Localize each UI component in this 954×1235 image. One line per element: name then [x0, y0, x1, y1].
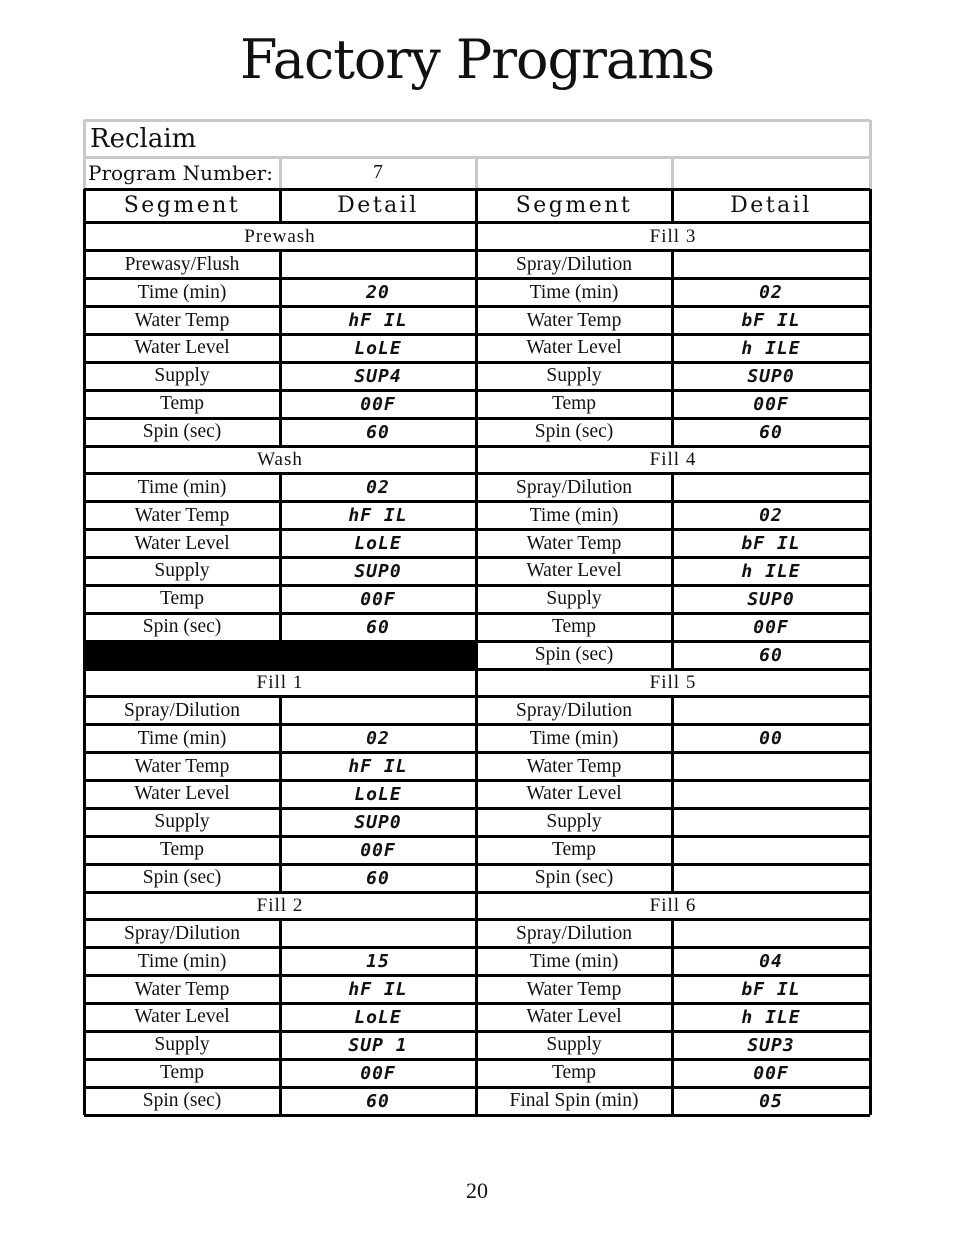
grid-line — [671, 725, 674, 753]
detail-value: hF IL — [348, 310, 408, 332]
grid-line — [869, 120, 872, 189]
grid-line — [279, 613, 282, 641]
segment-label: Water Level — [526, 783, 622, 805]
segment-label: Water Temp — [526, 755, 622, 777]
detail-value: hF IL — [348, 505, 408, 527]
segment-header: Segment — [515, 193, 633, 218]
grid-line — [279, 1031, 282, 1059]
detail-value: SUP0 — [747, 588, 795, 610]
segment-label: Water Temp — [526, 532, 622, 554]
grid-line — [671, 613, 674, 641]
detail-value: hF IL — [348, 979, 408, 1001]
segment-label: Spray/Dilution — [516, 699, 632, 721]
grid-line — [279, 725, 282, 753]
segment-label: Time (min) — [137, 281, 227, 303]
detail-value: 02 — [759, 282, 783, 304]
segment-label: Spray/Dilution — [516, 922, 632, 944]
grid-line — [671, 1059, 674, 1087]
grid-line — [279, 1087, 282, 1115]
segment-label: Time (min) — [529, 504, 619, 526]
detail-value — [280, 697, 476, 725]
program-number-value: 7 — [373, 162, 383, 183]
detail-value: hF IL — [348, 756, 408, 778]
grid-line — [671, 157, 674, 189]
detail-value: LoLE — [354, 783, 402, 805]
grid-line — [671, 189, 674, 222]
detail-header: Detail — [730, 193, 812, 218]
detail-value: bF IL — [741, 533, 801, 555]
section-title: Fill 5 — [649, 671, 697, 693]
segment-label: Water Level — [526, 1006, 622, 1028]
grid-line — [279, 157, 282, 189]
detail-value: 60 — [366, 421, 390, 443]
grid-line — [279, 307, 282, 335]
section-title: Prewash — [244, 225, 316, 247]
segment-label: Spin (sec) — [142, 616, 222, 638]
detail-value — [672, 697, 870, 725]
grid-line — [671, 697, 674, 725]
section-title: Wash — [257, 448, 303, 470]
grid-line — [671, 836, 674, 864]
grid-line — [279, 530, 282, 558]
grid-line — [671, 781, 674, 809]
grid-line — [475, 157, 478, 189]
segment-label: Final Spin (min) — [509, 1090, 639, 1112]
segment-label: Spin (sec) — [534, 867, 614, 889]
grid-line — [671, 307, 674, 335]
detail-value: 60 — [759, 644, 783, 666]
grid-line — [671, 251, 674, 279]
segment-label: Water Temp — [134, 755, 230, 777]
detail-value: SUP4 — [354, 365, 402, 387]
detail-value: 20 — [366, 282, 390, 304]
detail-value: SUP3 — [747, 1034, 795, 1056]
grid-line — [279, 1004, 282, 1032]
grid-line — [279, 808, 282, 836]
segment-label: Supply — [546, 811, 602, 833]
segment-header: Segment — [123, 193, 241, 218]
segment-label: Temp — [551, 393, 597, 415]
detail-value: bF IL — [741, 979, 801, 1001]
detail-value: LoLE — [354, 533, 402, 555]
grid-line — [279, 976, 282, 1004]
detail-value: 02 — [366, 477, 390, 499]
section-title: Fill 4 — [649, 448, 697, 470]
segment-label: Water Level — [526, 560, 622, 582]
segment-label: Time (min) — [137, 727, 227, 749]
grid-line — [279, 948, 282, 976]
grid-line — [279, 781, 282, 809]
segment-label: Supply — [546, 588, 602, 610]
detail-value — [672, 781, 870, 809]
detail-value: LoLE — [354, 1006, 402, 1028]
segment-label: Supply — [154, 811, 210, 833]
segment-label: Water Temp — [526, 309, 622, 331]
grid-line — [279, 697, 282, 725]
detail-value: SUP0 — [747, 365, 795, 387]
grid-line — [869, 189, 872, 1115]
segment-label: Water Level — [526, 337, 622, 359]
detail-value: 02 — [366, 728, 390, 750]
grid-line — [476, 1114, 870, 1117]
grid-line — [671, 1087, 674, 1115]
grid-line — [671, 474, 674, 502]
segment-label: Spray/Dilution — [516, 253, 632, 275]
grid-line — [671, 502, 674, 530]
grid-line — [279, 753, 282, 781]
grid-line — [671, 418, 674, 446]
detail-value: 00F — [360, 1062, 396, 1084]
grid-line — [279, 474, 282, 502]
program-number-blank — [476, 157, 672, 189]
segment-label: Supply — [546, 365, 602, 387]
segment-label: Time (min) — [529, 950, 619, 972]
grid-line — [671, 976, 674, 1004]
grid-line — [671, 335, 674, 363]
grid-line — [279, 836, 282, 864]
grid-line — [279, 1059, 282, 1087]
grid-line — [279, 920, 282, 948]
detail-value: 60 — [366, 1090, 390, 1112]
detail-value — [672, 836, 870, 864]
grid-line — [671, 753, 674, 781]
detail-value — [672, 808, 870, 836]
segment-label: Prewasy/Flush — [124, 253, 240, 275]
grid-line — [671, 1031, 674, 1059]
grid-line — [671, 808, 674, 836]
segment-label: Supply — [546, 1034, 602, 1056]
grid-line — [671, 279, 674, 307]
detail-value: 00F — [753, 616, 789, 638]
grid-line — [279, 502, 282, 530]
detail-value: 15 — [366, 951, 390, 973]
segment-label: Time (min) — [529, 281, 619, 303]
segment-label: Temp — [551, 1062, 597, 1084]
detail-value: 00F — [360, 839, 396, 861]
detail-value — [280, 920, 476, 948]
page-number: 20 — [466, 1178, 488, 1203]
detail-value — [672, 251, 870, 279]
section-title: Fill 3 — [649, 225, 697, 247]
segment-label: Temp — [159, 1062, 205, 1084]
segment-label: Water Level — [134, 337, 230, 359]
section-title: Fill 1 — [256, 671, 304, 693]
detail-value: 00F — [753, 393, 789, 415]
grid-line — [279, 585, 282, 613]
detail-value — [672, 474, 870, 502]
section-title: Fill 6 — [649, 894, 697, 916]
segment-label: Water Level — [134, 1006, 230, 1028]
grid-line — [671, 1004, 674, 1032]
grid-line — [671, 920, 674, 948]
grid-line — [84, 1114, 476, 1117]
segment-label: Spin (sec) — [534, 421, 614, 443]
detail-value: h ILE — [741, 560, 801, 582]
program-number-label: Program Number: — [88, 161, 273, 185]
page-title: Factory Programs — [239, 28, 715, 91]
segment-label: Spin (sec) — [142, 1090, 222, 1112]
segment-label: Time (min) — [137, 950, 227, 972]
segment-label: Temp — [159, 588, 205, 610]
grid-line — [279, 558, 282, 586]
detail-value: 00F — [753, 1062, 789, 1084]
grid-line — [83, 120, 86, 189]
segment-label: Spray/Dilution — [124, 922, 240, 944]
grid-line — [671, 948, 674, 976]
detail-header: Detail — [337, 193, 419, 218]
detail-value: 60 — [366, 867, 390, 889]
grid-line — [279, 279, 282, 307]
segment-label: Water Temp — [526, 978, 622, 1000]
program-number-blank — [672, 157, 870, 189]
grid-line — [279, 189, 282, 222]
segment-label: Supply — [154, 560, 210, 582]
segment-label: Temp — [159, 393, 205, 415]
detail-value: 00 — [759, 728, 783, 750]
grid-line — [475, 189, 478, 1115]
grid-line — [279, 418, 282, 446]
grid-line — [671, 558, 674, 586]
program-sheet — [84, 120, 870, 1115]
grid-line — [279, 251, 282, 279]
segment-label: Water Temp — [134, 978, 230, 1000]
grid-line — [279, 390, 282, 418]
segment-label: Water Level — [134, 783, 230, 805]
detail-value: 60 — [759, 421, 783, 443]
segment-label: Spray/Dilution — [516, 476, 632, 498]
detail-value: bF IL — [741, 310, 801, 332]
detail-value: 05 — [759, 1090, 783, 1112]
grid-line — [671, 390, 674, 418]
segment-label: Temp — [551, 616, 597, 638]
grid-line — [83, 189, 86, 1115]
program-name: Reclaim — [90, 123, 197, 154]
grid-line — [671, 641, 674, 669]
segment-label: Time (min) — [529, 727, 619, 749]
segment-label: Temp — [551, 839, 597, 861]
segment-label: Spin (sec) — [142, 421, 222, 443]
grid-line — [671, 864, 674, 892]
detail-value — [280, 251, 476, 279]
grid-line — [279, 864, 282, 892]
segment-label: Water Temp — [134, 309, 230, 331]
section-title: Fill 2 — [256, 894, 304, 916]
detail-value: 04 — [759, 951, 783, 973]
blank-black-row — [84, 641, 476, 669]
grid-line — [671, 530, 674, 558]
detail-value: 00F — [360, 588, 396, 610]
detail-value: SUP 1 — [348, 1034, 408, 1056]
segment-label: Temp — [159, 839, 205, 861]
segment-label: Water Level — [134, 532, 230, 554]
grid-line — [279, 362, 282, 390]
detail-value: 00F — [360, 393, 396, 415]
grid-line — [279, 335, 282, 363]
detail-value: SUP0 — [354, 560, 402, 582]
segment-label: Spin (sec) — [534, 644, 614, 666]
segment-label: Water Temp — [134, 504, 230, 526]
detail-value: LoLE — [354, 337, 402, 359]
grid-line — [671, 362, 674, 390]
detail-value: 60 — [366, 616, 390, 638]
segment-label: Supply — [154, 1034, 210, 1056]
grid-line — [671, 585, 674, 613]
detail-value: 02 — [759, 505, 783, 527]
segment-label: Spin (sec) — [142, 867, 222, 889]
detail-value — [672, 864, 870, 892]
segment-label: Supply — [154, 365, 210, 387]
grid-line — [84, 119, 870, 122]
detail-value: SUP0 — [354, 811, 402, 833]
detail-value — [672, 920, 870, 948]
detail-value: h ILE — [741, 337, 801, 359]
detail-value — [672, 753, 870, 781]
segment-label: Time (min) — [137, 476, 227, 498]
detail-value: h ILE — [741, 1006, 801, 1028]
segment-label: Spray/Dilution — [124, 699, 240, 721]
